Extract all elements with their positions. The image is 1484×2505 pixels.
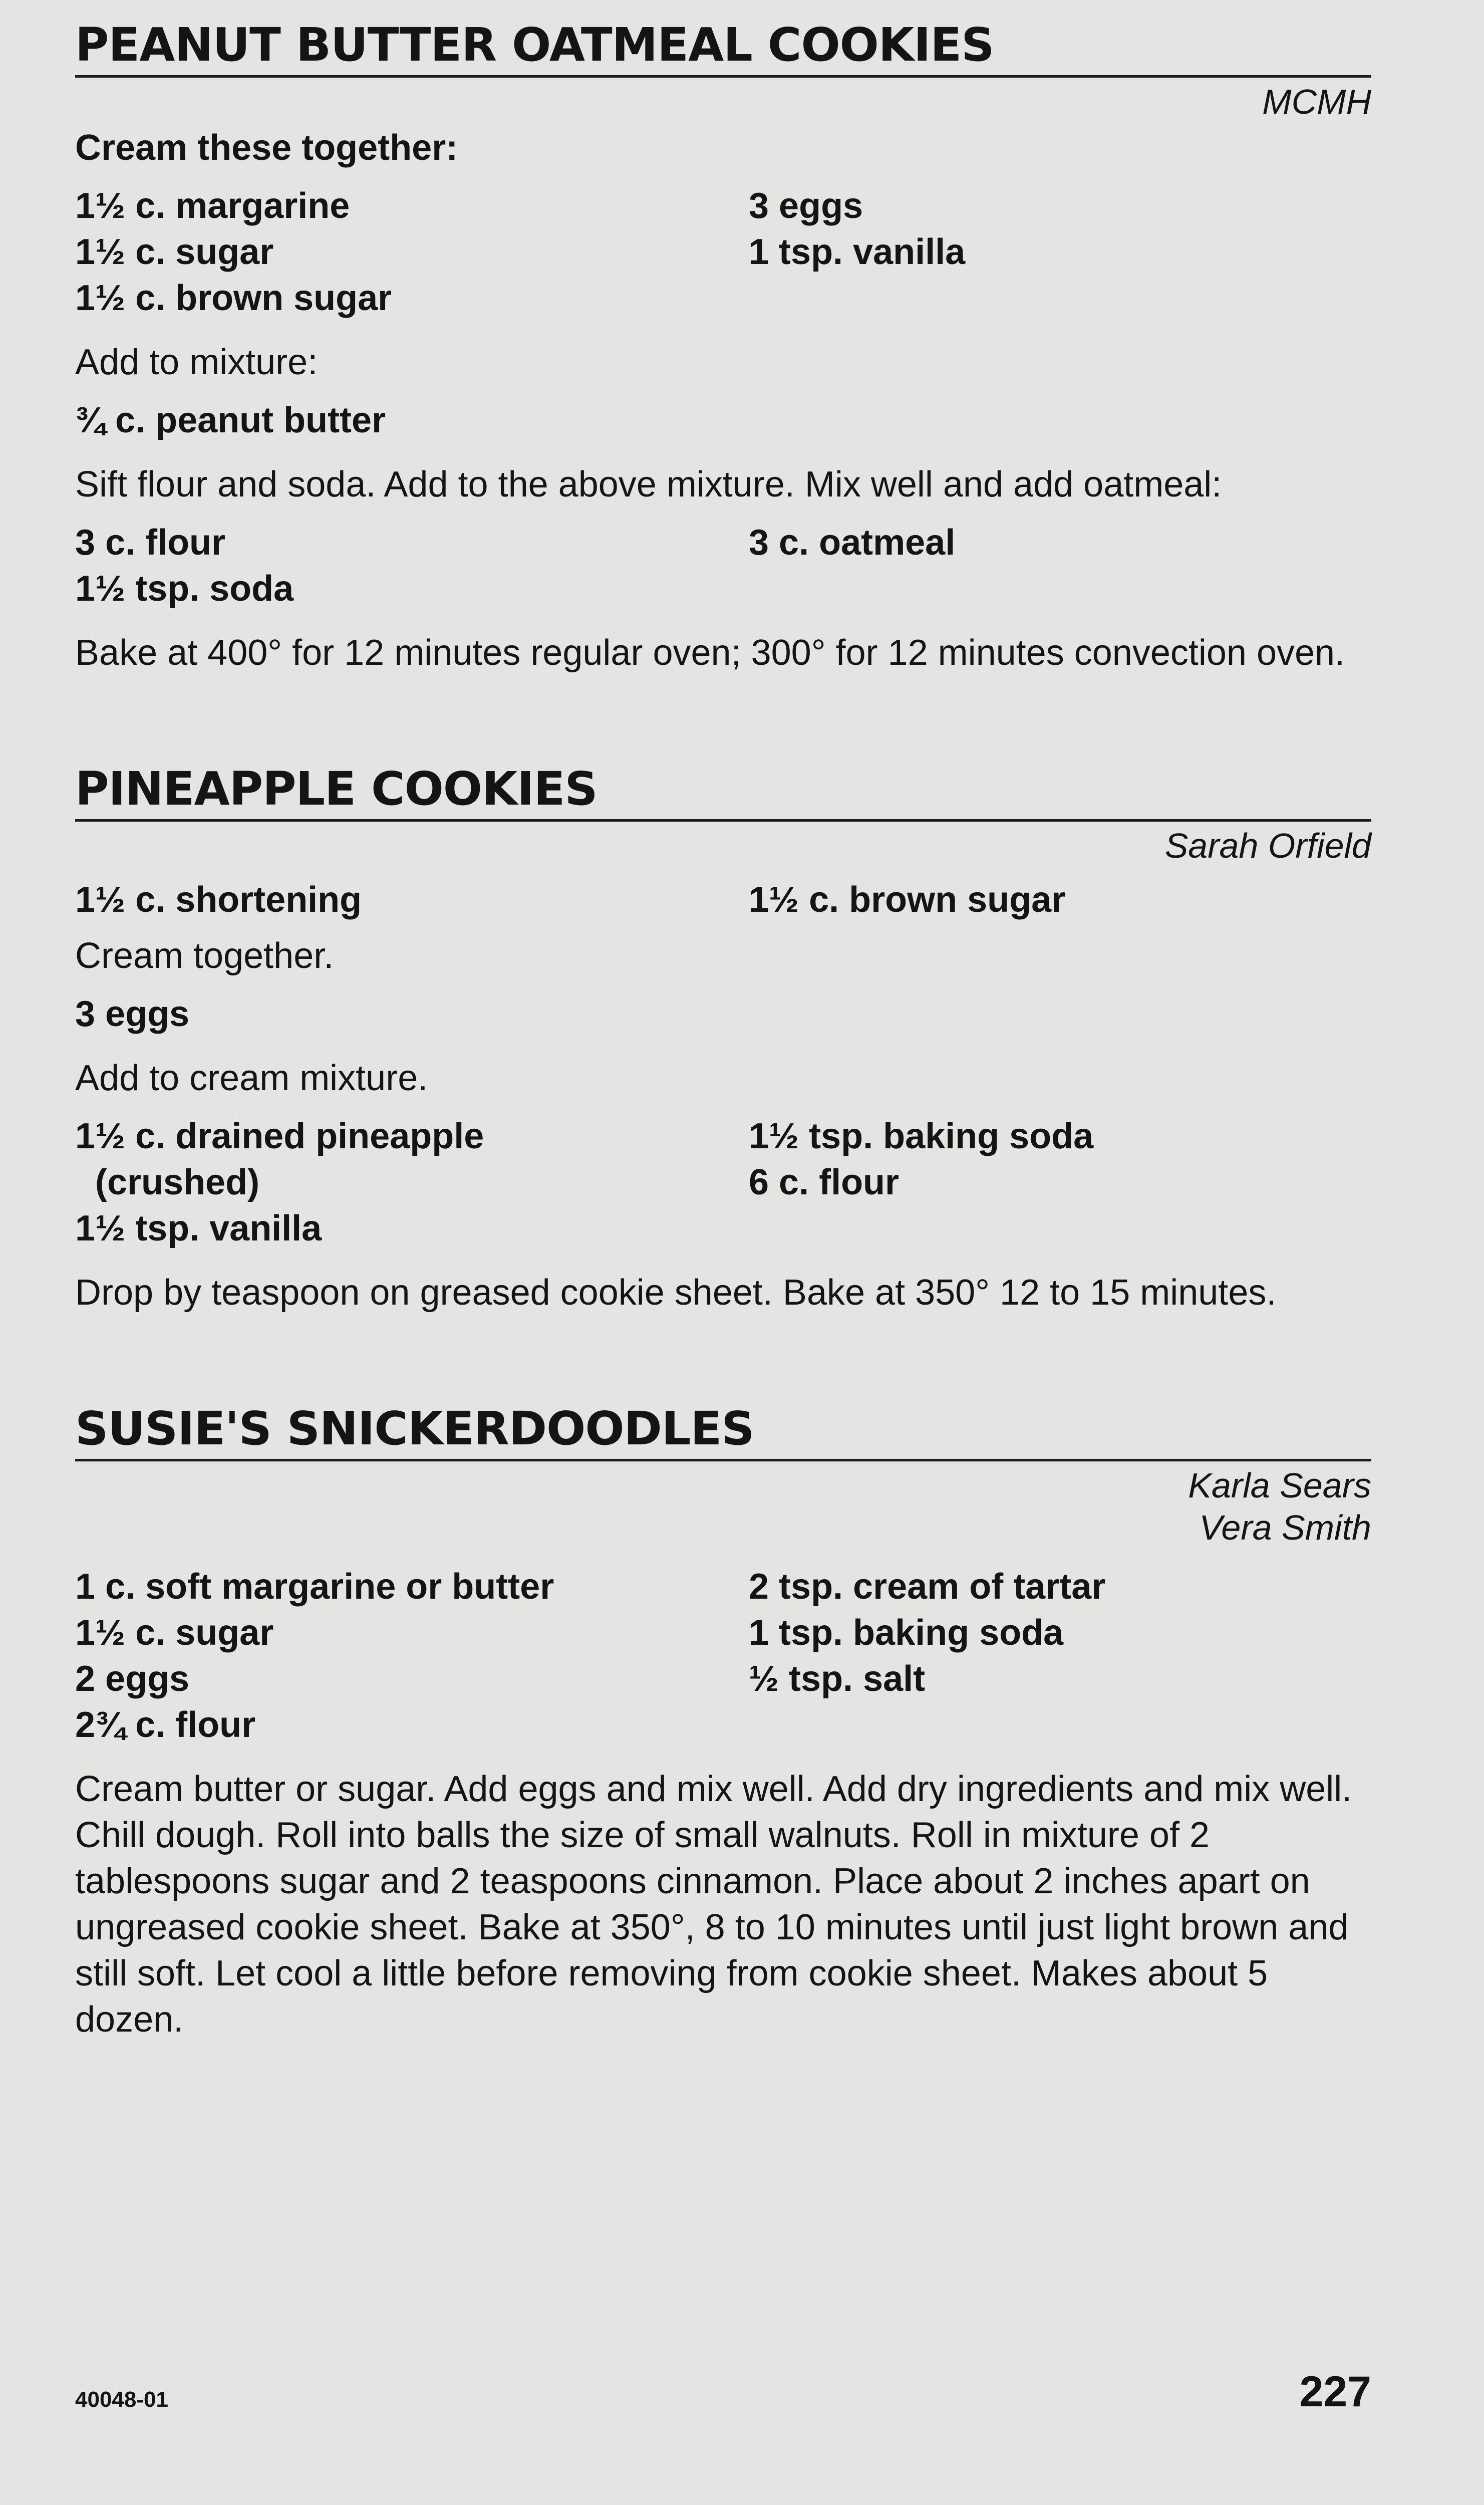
ingredient-group [75, 520, 1371, 612]
directions-text: Drop by teaspoon on greased cookie sheet. Bake at 350° 12 to 15 minutes. [75, 1273, 1277, 1313]
ingredient-item: 1½ tsp. soda [75, 569, 294, 609]
page-number: 227 [1299, 2368, 1371, 2416]
ingredient-item: 1½ c. drained pineapple [75, 1116, 484, 1156]
ingredient-item: 1½ tsp. baking soda [749, 1116, 1094, 1156]
ingredient-item: 6 c. flour [749, 1162, 900, 1202]
ingredient-item: 1 tsp. baking soda [749, 1613, 1064, 1653]
ingredient-item: 1½ c. brown sugar [75, 278, 392, 318]
ingredient-group [75, 183, 1371, 321]
instruction-text: Cream these together: [75, 128, 458, 168]
recipe-title: PEANUT BUTTER OATMEAL COOKIES [75, 22, 1371, 78]
ingredient-column-right [749, 877, 1371, 923]
ingredient-item: 2¾ c. flour [75, 1705, 256, 1745]
ingredient-item: ¾ c. peanut butter [75, 400, 386, 440]
ingredient-item: ½ tsp. salt [749, 1659, 926, 1699]
directions-text: Cream butter or sugar. Add eggs and mix well. Add dry ingredients and mix well. Chill dough. Roll into balls the size of small walnuts. Roll in mixture of 2 tablespoons sugar and 2 teaspoons cinnamon. Place about 2 inches apart on ungreased cookie sheet. Bake at 350°, 8 to 10 minutes until just light brown and still soft. Let cool a little before removing from cookie sheet. Makes about 5 dozen. [75, 1769, 1352, 2040]
ingredient-item: 3 c. flour [75, 523, 226, 563]
ingredient-item: 3 eggs [749, 186, 863, 226]
recipe-author: MCMH [1262, 82, 1371, 121]
instruction-text: Add to mixture: [75, 342, 318, 382]
ingredient-column-left [75, 520, 749, 612]
recipe-pineapple-cookies [75, 762, 1371, 1316]
ingredient-item: 1½ tsp. vanilla [75, 1208, 322, 1248]
ingredient-group [75, 1564, 1371, 1748]
instruction-text: Sift flour and soda. Add to the above mixture. Mix well and add oatmeal: [75, 464, 1222, 505]
recipe-peanut-butter-oatmeal-cookies [75, 18, 1371, 676]
ingredient-item: 1½ c. sugar [75, 232, 274, 272]
ingredient-column-right [749, 1564, 1371, 1748]
instruction-text: Cream together. [75, 936, 334, 976]
ingredient-column-right [749, 1113, 1371, 1251]
recipe-author: Karla Sears [1188, 1466, 1371, 1505]
ingredient-item: 1 tsp. vanilla [749, 232, 966, 272]
recipe-author: Sarah Orfield [1164, 826, 1371, 865]
ingredient-group [75, 1113, 1371, 1251]
ingredient-item: 3 c. oatmeal [749, 523, 956, 563]
ingredient-item: 1 c. soft margarine or butter [75, 1567, 554, 1607]
instruction-text: Add to cream mixture. [75, 1058, 428, 1098]
ingredient-item: 1½ c. margarine [75, 186, 350, 226]
ingredient-item: 1½ c. sugar [75, 1613, 274, 1653]
recipe-title: SUSIE'S SNICKERDOODLES [75, 1406, 1371, 1461]
ingredient-column-left [75, 1564, 749, 1748]
footer-code: 40048-01 [75, 2387, 168, 2412]
ingredient-item: 1½ c. shortening [75, 880, 362, 920]
ingredient-item: 1½ c. brown sugar [749, 880, 1066, 920]
recipe-susies-snickerdoodles [75, 1402, 1371, 2043]
recipe-author: Vera Smith [1199, 1508, 1371, 1547]
ingredient-item: 2 eggs [75, 1659, 190, 1699]
ingredient-column-left [75, 183, 749, 321]
ingredient-column-right [749, 183, 1371, 321]
ingredient-item: 2 tsp. cream of tartar [749, 1567, 1106, 1607]
ingredient-item: (crushed) [75, 1162, 260, 1202]
directions-text: Bake at 400° for 12 minutes regular oven; 300° for 12 minutes convection oven. [75, 633, 1345, 673]
ingredient-column-left [75, 877, 749, 923]
ingredient-group [75, 877, 1371, 923]
recipe-title: PINEAPPLE COOKIES [75, 766, 1371, 822]
ingredient-column-right [749, 520, 1371, 612]
ingredient-item: 3 eggs [75, 994, 190, 1034]
ingredient-column-left [75, 1113, 749, 1251]
